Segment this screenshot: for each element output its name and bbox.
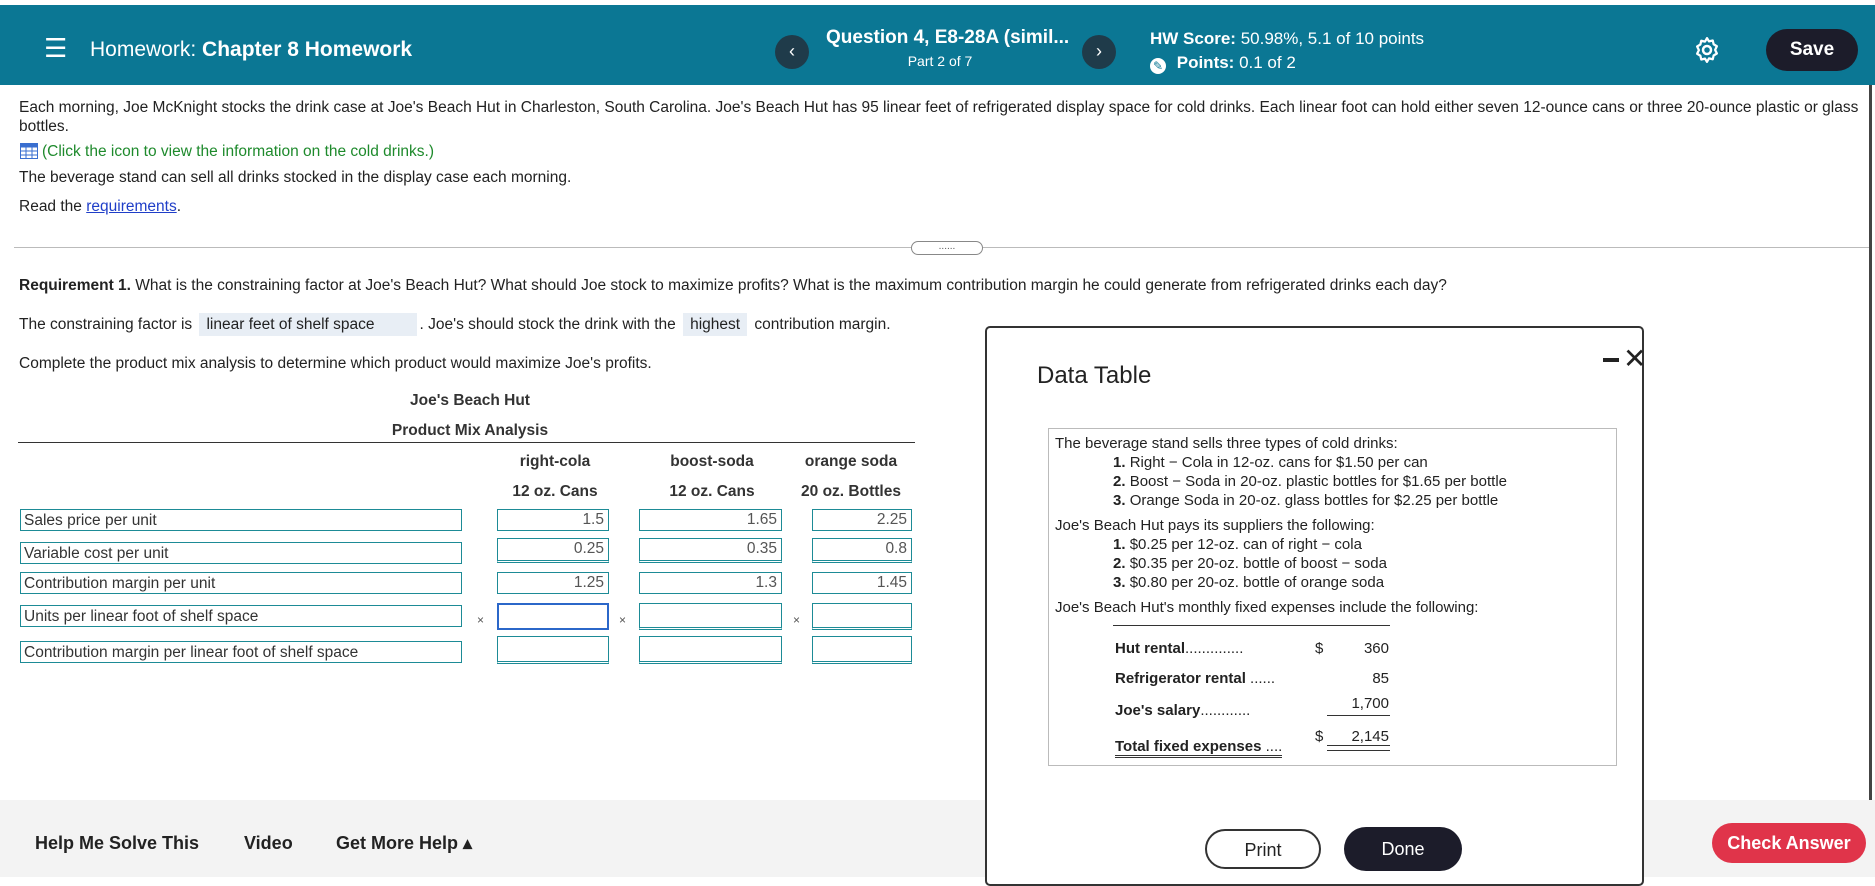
drink-num: 3. [1113,492,1126,509]
cost-num: 1. [1113,536,1126,553]
constr-suffix: contribution margin. [754,316,891,333]
row-label-variable-cost: Variable cost per unit [20,542,462,564]
fixed-intro: Joe's Beach Hut's monthly fixed expenses include the following: [1055,599,1479,616]
fixed-value-hut-rental: 360 [1363,640,1389,657]
video-button[interactable]: Video [244,833,293,853]
top-bar [0,5,1875,85]
question-title: Question 4, E8-28A (simil... [826,27,1070,48]
input-units-per-foot-boost-soda[interactable] [639,603,782,630]
constr-prefix: The constraining factor is [19,316,193,333]
row-label-units-per-foot: Units per linear foot of shelf space [20,605,462,627]
problem-intro: Each morning, Joe McKnight stocks the drink case at Joe's Beach Hut in Charleston, South Carolina. Joe's Beach Hut has 95 linear feet of refrigerated display space for cold drinks. Each linear foot can hold either seven 12-ounce cans or three 20-ounce plastic or glass bottles. [19,99,1859,135]
leader-dots: ...... [1250,670,1276,687]
save-button[interactable]: Save [1766,29,1858,71]
constraining-factor-line [19,316,891,334]
fixed-label-hut-rental [1115,640,1243,657]
input-variable-cost-boost-soda[interactable]: 0.35 [639,538,782,563]
input-cm-per-foot-right-cola[interactable] [497,636,609,664]
minimize-icon[interactable] [1603,358,1619,362]
input-variable-cost-right-cola[interactable]: 0.25 [497,538,609,563]
hw-score-value: 50.98%, 5.1 of 10 points [1240,29,1425,48]
subtotal-rule [1327,715,1390,716]
cost-text: $0.35 per 20-oz. bottle of boost − soda [1129,555,1387,572]
get-more-help-button[interactable]: Get More Help ▴ [336,833,473,853]
cost-num: 3. [1113,574,1126,591]
table-icon[interactable] [20,143,38,159]
input-sales-price-boost-soda[interactable]: 1.65 [639,509,782,531]
fixed-top-rule [1113,625,1390,626]
drink-text: Right − Cola in 12-oz. cans for $1.50 per can [1129,454,1428,471]
table-header-rule [18,442,915,443]
input-units-per-foot-orange-soda[interactable] [812,603,912,630]
input-cm-boost-soda[interactable]: 1.3 [639,572,782,594]
input-sales-price-orange-soda[interactable]: 2.25 [812,509,912,531]
fixed-label-text: Joe's salary [1115,702,1201,719]
homework-label: Homework: [90,38,197,61]
fixed-label-text: Hut rental [1115,640,1186,657]
read-prefix: Read the [19,198,82,215]
suppliers-intro: Joe's Beach Hut pays its suppliers the following: [1055,517,1375,534]
close-icon[interactable]: ✕ [1623,343,1647,374]
input-variable-cost-orange-soda[interactable]: 0.8 [812,538,912,563]
col-unit-right-cola: 12 oz. Cans [669,483,755,500]
constraining-factor-dropdown[interactable]: linear feet of shelf space [199,313,416,336]
col-unit-right-cola-2: 12 oz. Cans [512,483,598,500]
print-button[interactable]: Print [1205,829,1321,869]
modal-title: Data Table [1037,362,1152,389]
drink-text: Boost − Soda in 20-oz. plastic bottles for $1.65 per bottle [1129,473,1508,490]
cost-item [1113,574,1384,591]
constr-mid: . Joe's should stock the drink with the [419,316,676,333]
col-header-orange-soda: orange soda [804,453,898,470]
stock-drink-dropdown[interactable]: highest [683,313,747,336]
previous-question-button[interactable] [775,35,809,69]
drink-num: 2. [1113,473,1126,490]
requirement-label: Requirement 1. [19,277,131,294]
divider-handle[interactable]: ...... [911,241,983,255]
fixed-value-refrigerator: 85 [1372,670,1389,687]
input-units-per-foot-right-cola[interactable] [497,603,609,630]
chevron-right-icon: › [1096,41,1102,61]
drink-item [1113,492,1498,509]
col-header-boost-soda: boost-soda [670,453,754,470]
col-header-right-cola: right-cola [519,453,591,470]
drink-num: 1. [1113,454,1126,471]
total-double-rule [1327,745,1390,751]
check-answer-button[interactable]: Check Answer [1712,823,1866,863]
table-title: Product Mix Analysis [391,422,549,439]
read-suffix: . [176,198,182,215]
question-part: Part 2 of 7 [907,53,973,69]
col-unit-orange-soda: 20 oz. Bottles [801,483,901,500]
row-label-sales-price: Sales price per unit [20,509,462,531]
leader-dots: ............ [1200,702,1251,719]
times-sign: × [619,613,627,627]
requirements-link[interactable]: requirements [86,198,177,215]
row-label-cm-per-foot: Contribution margin per linear foot of shelf space [20,641,462,663]
view-info-text[interactable]: (Click the icon to view the information on the cold drinks.) [42,143,434,160]
fixed-label-text: Total fixed expenses [1115,738,1262,755]
drink-item [1113,454,1428,471]
drinks-intro: The beverage stand sells three types of cold drinks: [1055,435,1398,452]
fixed-label-text: Refrigerator rental [1115,670,1246,687]
help-me-solve-button[interactable]: Help Me Solve This [35,833,200,853]
leader-dots: .... [1265,738,1283,755]
points-icon: ✎ [1150,58,1166,74]
fixed-value-total: 2,145 [1351,728,1389,745]
fixed-label-refrigerator [1115,670,1275,687]
currency-sign: $ [1315,640,1324,657]
cost-num: 2. [1113,555,1126,572]
done-button[interactable]: Done [1344,827,1462,871]
points-value: 0.1 of 2 [1239,53,1296,72]
row-label-contribution-margin: Contribution margin per unit [20,572,462,594]
input-cm-per-foot-orange-soda[interactable] [812,636,912,664]
homework-name: Chapter 8 Homework [202,38,413,61]
sell-all-text: The beverage stand can sell all drinks stocked in the display case each morning. [19,169,572,186]
cost-item [1113,536,1362,553]
chevron-left-icon: ‹ [789,41,795,61]
requirement-question: What is the constraining factor at Joe's Beach Hut? What should Joe stock to maximize profits? What is the maximum contribution margin he could generate from refrigerated drinks each day? [135,277,1447,294]
input-cm-right-cola[interactable]: 1.25 [497,572,609,594]
complete-instruction: Complete the product mix analysis to determine which product would maximize Joe's profits. [19,355,652,372]
hw-score-label: HW Score: [1150,29,1236,48]
leader-dots: .............. [1185,640,1244,657]
fixed-label-salary [1115,702,1250,719]
drink-text: Orange Soda in 20-oz. glass bottles for $2.25 per bottle [1129,492,1499,509]
data-table-content [1048,428,1617,766]
gear-icon[interactable] [1692,35,1722,65]
table-company: Joe's Beach Hut [410,392,530,409]
data-table-modal [985,326,1647,886]
fixed-label-total [1115,738,1282,758]
input-cm-per-foot-boost-soda[interactable] [639,636,782,664]
times-sign: × [793,613,801,627]
next-question-button[interactable] [1082,35,1116,69]
times-sign: × [477,613,485,627]
scrollbar-edge[interactable] [1869,85,1872,875]
hw-score [1150,29,1424,49]
homework-title [90,38,412,62]
requirement-text [19,277,1447,295]
drink-item [1113,473,1507,490]
input-cm-orange-soda[interactable]: 1.45 [812,572,912,594]
read-requirements [19,198,181,216]
cost-text: $0.25 per 12-oz. can of right − cola [1129,536,1362,553]
cost-text: $0.80 per 20-oz. bottle of orange soda [1129,574,1385,591]
currency-sign: $ [1315,728,1324,745]
cost-item [1113,555,1387,572]
input-sales-price-right-cola[interactable]: 1.5 [497,509,609,531]
points [1150,53,1296,74]
points-label: Points: [1176,53,1235,72]
view-info-link[interactable] [20,143,434,161]
hamburger-icon[interactable]: ☰ [44,33,68,63]
fixed-value-salary: 1,700 [1351,695,1389,712]
